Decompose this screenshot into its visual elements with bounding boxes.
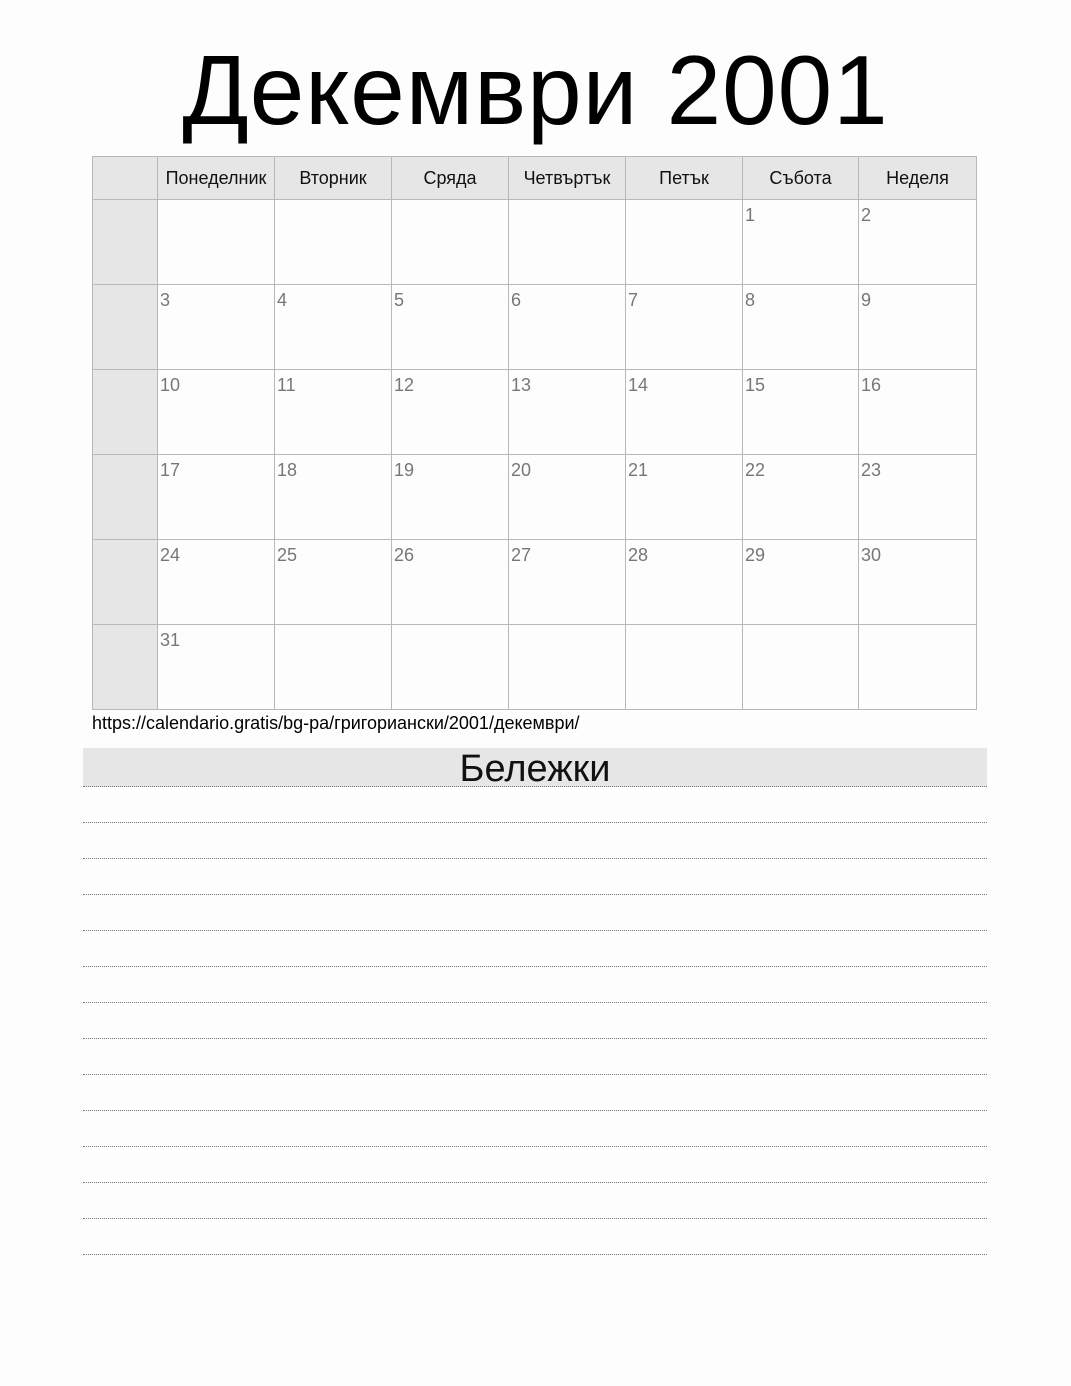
day-cell[interactable] bbox=[158, 625, 275, 710]
day-number: 10 bbox=[160, 375, 181, 395]
note-line[interactable] bbox=[83, 1111, 987, 1147]
week-number-cell bbox=[93, 370, 158, 455]
weekday-tuesday: Вторник bbox=[275, 157, 392, 200]
day-number: 8 bbox=[745, 290, 756, 310]
week-number-cell bbox=[93, 200, 158, 285]
day-cell[interactable] bbox=[859, 200, 977, 285]
day-number bbox=[392, 200, 508, 204]
day-number: 25 bbox=[277, 545, 298, 565]
week-row bbox=[93, 200, 977, 285]
note-line[interactable] bbox=[83, 787, 987, 823]
day-cell[interactable] bbox=[275, 540, 392, 625]
day-cell[interactable] bbox=[626, 370, 743, 455]
note-line[interactable] bbox=[83, 823, 987, 859]
day-number: 20 bbox=[511, 460, 532, 480]
day-cell[interactable] bbox=[158, 370, 275, 455]
day-cell[interactable] bbox=[158, 455, 275, 540]
day-cell[interactable] bbox=[392, 200, 509, 285]
day-cell[interactable] bbox=[626, 540, 743, 625]
weekday-header-row bbox=[93, 157, 977, 200]
day-number: 30 bbox=[861, 545, 882, 565]
notes-title: Бележки bbox=[83, 748, 987, 787]
day-cell[interactable] bbox=[626, 625, 743, 710]
source-link[interactable]: https://calendario.gratis/bg-pa/григориански/2001/декември/ bbox=[92, 713, 580, 733]
day-number bbox=[743, 625, 858, 629]
weekday-saturday: Събота bbox=[743, 157, 859, 200]
day-number: 28 bbox=[628, 545, 649, 565]
day-number: 3 bbox=[160, 290, 171, 310]
day-cell[interactable] bbox=[859, 625, 977, 710]
week-number-header bbox=[93, 157, 158, 200]
day-number: 4 bbox=[277, 290, 288, 310]
day-cell[interactable] bbox=[509, 455, 626, 540]
note-line[interactable] bbox=[83, 1003, 987, 1039]
day-number: 16 bbox=[861, 375, 882, 395]
day-number: 6 bbox=[511, 290, 522, 310]
note-line[interactable] bbox=[83, 895, 987, 931]
week-row bbox=[93, 625, 977, 710]
day-number bbox=[626, 625, 742, 629]
day-cell[interactable] bbox=[859, 285, 977, 370]
day-number bbox=[509, 200, 625, 204]
day-number bbox=[275, 625, 391, 629]
week-number-cell bbox=[93, 455, 158, 540]
day-number bbox=[509, 625, 625, 629]
week-row bbox=[93, 285, 977, 370]
note-line[interactable] bbox=[83, 1147, 987, 1183]
day-cell[interactable] bbox=[626, 285, 743, 370]
day-cell[interactable] bbox=[158, 285, 275, 370]
day-cell[interactable] bbox=[743, 200, 859, 285]
weekday-friday: Петък bbox=[626, 157, 743, 200]
day-cell[interactable] bbox=[626, 200, 743, 285]
day-cell[interactable] bbox=[743, 625, 859, 710]
notes-section bbox=[83, 748, 987, 1255]
weekday-wednesday: Сряда bbox=[392, 157, 509, 200]
day-cell[interactable] bbox=[859, 540, 977, 625]
day-number bbox=[859, 625, 976, 629]
day-number: 7 bbox=[628, 290, 639, 310]
day-cell[interactable] bbox=[743, 370, 859, 455]
day-cell[interactable] bbox=[275, 455, 392, 540]
note-line[interactable] bbox=[83, 931, 987, 967]
day-cell[interactable] bbox=[859, 455, 977, 540]
day-number: 14 bbox=[628, 375, 649, 395]
page-title: Декември 2001 bbox=[182, 35, 889, 145]
day-cell[interactable] bbox=[859, 370, 977, 455]
day-cell[interactable] bbox=[509, 625, 626, 710]
note-line[interactable] bbox=[83, 1183, 987, 1219]
week-row bbox=[93, 455, 977, 540]
day-number: 13 bbox=[511, 375, 532, 395]
day-cell[interactable] bbox=[392, 285, 509, 370]
day-cell[interactable] bbox=[275, 200, 392, 285]
day-cell[interactable] bbox=[392, 370, 509, 455]
note-line[interactable] bbox=[83, 1075, 987, 1111]
day-number bbox=[275, 200, 391, 204]
day-number: 12 bbox=[394, 375, 415, 395]
day-number bbox=[626, 200, 742, 204]
day-number: 18 bbox=[277, 460, 298, 480]
calendar-grid bbox=[92, 156, 977, 710]
day-number: 9 bbox=[861, 290, 872, 310]
day-number: 1 bbox=[745, 205, 756, 225]
day-number: 29 bbox=[745, 545, 766, 565]
week-row bbox=[93, 540, 977, 625]
day-number: 24 bbox=[160, 545, 181, 565]
day-number: 15 bbox=[745, 375, 766, 395]
day-number: 27 bbox=[511, 545, 532, 565]
day-cell[interactable] bbox=[509, 370, 626, 455]
day-cell[interactable] bbox=[743, 540, 859, 625]
day-number: 22 bbox=[745, 460, 766, 480]
day-number: 23 bbox=[861, 460, 882, 480]
week-number-cell bbox=[93, 540, 158, 625]
day-number bbox=[158, 200, 274, 204]
day-cell[interactable] bbox=[392, 625, 509, 710]
weekday-sunday: Неделя bbox=[859, 157, 977, 200]
note-line[interactable] bbox=[83, 1219, 987, 1255]
week-row bbox=[93, 370, 977, 455]
day-number: 31 bbox=[160, 630, 181, 650]
day-number: 5 bbox=[394, 290, 405, 310]
week-number-cell bbox=[93, 625, 158, 710]
day-number: 17 bbox=[160, 460, 181, 480]
day-number: 26 bbox=[394, 545, 415, 565]
day-cell[interactable] bbox=[275, 625, 392, 710]
day-cell[interactable] bbox=[392, 455, 509, 540]
day-number: 19 bbox=[394, 460, 415, 480]
weekday-monday: Понеделник bbox=[158, 157, 275, 200]
day-cell[interactable] bbox=[509, 200, 626, 285]
day-number: 11 bbox=[277, 375, 296, 395]
day-cell[interactable] bbox=[509, 285, 626, 370]
day-number bbox=[392, 625, 508, 629]
day-cell[interactable] bbox=[275, 370, 392, 455]
note-line[interactable] bbox=[83, 967, 987, 1003]
day-cell[interactable] bbox=[275, 285, 392, 370]
week-number-cell bbox=[93, 285, 158, 370]
weekday-thursday: Четвъртък bbox=[509, 157, 626, 200]
note-line[interactable] bbox=[83, 1039, 987, 1075]
day-cell[interactable] bbox=[743, 285, 859, 370]
day-cell[interactable] bbox=[158, 540, 275, 625]
day-cell[interactable] bbox=[158, 200, 275, 285]
day-cell[interactable] bbox=[509, 540, 626, 625]
day-number: 2 bbox=[861, 205, 872, 225]
day-cell[interactable] bbox=[743, 455, 859, 540]
day-cell[interactable] bbox=[626, 455, 743, 540]
note-line[interactable] bbox=[83, 859, 987, 895]
day-cell[interactable] bbox=[392, 540, 509, 625]
day-number: 21 bbox=[628, 460, 649, 480]
